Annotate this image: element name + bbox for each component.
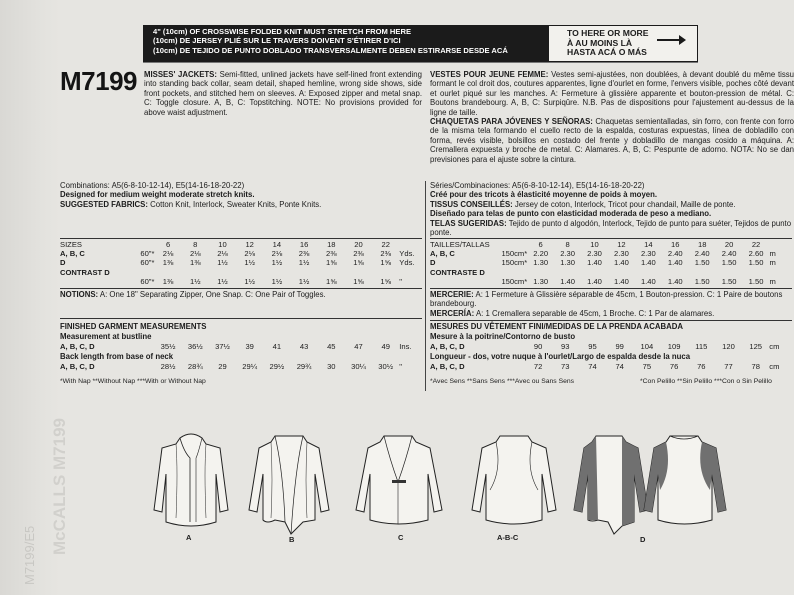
- fr-value: 2.20: [533, 249, 549, 259]
- english-title: MISSES' JACKETS:: [144, 70, 217, 79]
- en-size-12: 12: [245, 240, 254, 249]
- en-bust-value: 39: [245, 342, 254, 351]
- en-unit: Yds.: [399, 249, 415, 259]
- fr-bust-value: 125: [749, 342, 763, 351]
- en-back-value: 30: [327, 362, 336, 371]
- toggle-icon: [392, 480, 406, 483]
- fr-section-label: CONTRASTE D: [430, 267, 485, 277]
- en-value: 1½: [271, 258, 283, 268]
- en-value: 1½: [244, 258, 255, 268]
- fr-value: 1.50: [694, 258, 710, 268]
- en-bust-value: 35½: [160, 342, 176, 351]
- fr-value: 1.40: [614, 276, 629, 286]
- fr-back-value: 72: [533, 362, 543, 371]
- spanish-title: CHAQUETAS PARA JÓVENES Y SEÑORAS:: [430, 117, 593, 127]
- fr-row-label: [430, 277, 491, 286]
- fr-back-row-label: A, B, C, D: [430, 362, 465, 371]
- en-bust-value: 43: [299, 342, 309, 351]
- divider: [430, 288, 792, 289]
- en-value: 1½: [189, 276, 201, 286]
- es-telas-label: TELAS SUGERIDAS:: [430, 218, 507, 228]
- en-back-value: 29¼: [242, 362, 258, 371]
- en-unit: ": [399, 276, 402, 286]
- fr-value: 1.40: [587, 258, 602, 268]
- fr-bust-value: 90: [533, 342, 543, 351]
- fr-size-20: 20: [724, 240, 734, 249]
- fr-bust-value: 109: [667, 342, 681, 351]
- fr-bust-label: Mesure à la poitrine/Contorno de busto: [430, 332, 576, 341]
- en-size-18: 18: [327, 240, 336, 249]
- en-fabric-width: 60"*: [140, 276, 155, 286]
- en-size-6: 6: [165, 240, 171, 249]
- fr-size-10: 10: [590, 240, 599, 249]
- table-row: [430, 258, 792, 267]
- fr-value: 1.40: [587, 276, 602, 286]
- en-value: 1½: [298, 258, 310, 268]
- en-value: 1½: [217, 258, 228, 268]
- english-back-label: Back length from base of neck: [60, 352, 174, 361]
- stretch-line-1: 4" (10cm) OF CROSSWISE FOLDED KNIT MUST STRETCH FROM HERE: [153, 27, 412, 36]
- jacket-a-icon: [150, 430, 232, 530]
- en-value: 1½: [217, 276, 228, 286]
- table-row: [60, 277, 422, 286]
- en-value: 2⅛: [244, 249, 255, 259]
- es-telas: Tejido de punto d algodón, Interlock, Tejido de punto para suéter, Tejidos de punto ponte.: [430, 218, 792, 238]
- fr-size-18: 18: [697, 240, 707, 249]
- fr-value: 1.30: [533, 258, 549, 268]
- en-value: 1⅜: [189, 258, 201, 268]
- view-b-drawing: [245, 430, 333, 542]
- fr-back-value: 78: [751, 362, 760, 371]
- fr-value: 1.30: [533, 276, 549, 286]
- fr-back-value: 75: [642, 362, 652, 371]
- table-row: [430, 277, 792, 286]
- fr-value: 2.40: [694, 249, 710, 259]
- english-description: [144, 70, 422, 117]
- fr-row-label: A, B, C: [430, 249, 455, 259]
- table-row: [430, 362, 792, 371]
- fr-bust-value: 93: [561, 342, 570, 351]
- fr-value: 2.60: [748, 249, 764, 259]
- en-section-label: CONTRAST D: [60, 267, 110, 277]
- english-notions: [60, 290, 422, 299]
- en-bust-value: 41: [272, 342, 282, 351]
- english-bust-table: [60, 342, 422, 351]
- sizes-row: [60, 240, 422, 249]
- view-b-label: B: [289, 535, 295, 544]
- fr-fabric-width: 150cm*: [501, 276, 528, 286]
- en-bust-value: 36½: [187, 342, 203, 351]
- en-value: 1⅜: [162, 276, 174, 286]
- fr-mercerie: [430, 290, 792, 318]
- fr-value: 1.50: [721, 258, 737, 268]
- fr-unit: m: [769, 258, 776, 268]
- view-c-drawing: [350, 430, 448, 542]
- fr-es-footnotes: [430, 377, 794, 386]
- fr-row-label: D: [430, 258, 436, 268]
- french-spanish-description: [430, 70, 794, 164]
- english-fabrics-label: SUGGESTED FABRICS:: [60, 199, 148, 209]
- en-fabric-width: 60"*: [140, 249, 155, 259]
- en-row-label: D: [60, 258, 66, 268]
- fr-bust-value: 120: [722, 342, 735, 351]
- en-size-16: 16: [299, 240, 309, 249]
- right-arrow-icon: [657, 39, 683, 41]
- table-row: [60, 249, 422, 258]
- english-fabrics: Cotton Knit, Interlock, Sweater Knits, Ponte Knits.: [150, 199, 322, 209]
- french-title: VESTES POUR JEUNE FEMME:: [430, 70, 549, 79]
- en-value: 1½: [244, 276, 255, 286]
- en-value: 1⅝: [353, 258, 364, 268]
- english-footnote: *With Nap **Without Nap ***With or Without Nap: [60, 378, 206, 385]
- fr-size-12: 12: [617, 240, 626, 249]
- view-c-label: C: [398, 533, 404, 542]
- stretch-target-line-2: À AU MOINS LÀ: [567, 37, 633, 48]
- view-a-drawing: [150, 430, 232, 542]
- en-size-10: 10: [218, 240, 227, 249]
- en-back-value: 29½: [269, 362, 285, 371]
- english-combinations: Combinations: A5(6-8-10-12-14), E5(14-16-18-20-22): [60, 181, 245, 190]
- en-back-value: 29: [218, 362, 227, 371]
- divider: [60, 318, 422, 319]
- table-row: [430, 342, 792, 351]
- french-spanish-specs: [430, 181, 792, 237]
- es-merceria-text: A: 1 Cremallera separable de 45cm, 1 Broche. C: 1 Par de alamares.: [475, 308, 715, 318]
- fr-sizes-label: TAILLES/TALLAS: [430, 240, 490, 249]
- en-size-20: 20: [354, 240, 363, 249]
- fr-value: 1.40: [640, 276, 656, 286]
- fr-value: 2.30: [587, 249, 602, 259]
- en-back-unit: ": [399, 362, 402, 371]
- fr-combinations: Séries/Combinaciones: A5(6-8-10-12-14), E5(14-16-18-20-22): [430, 181, 645, 190]
- en-value: 2⅜: [298, 249, 310, 259]
- en-value: 1⅝: [326, 276, 337, 286]
- stretch-gauge: [143, 25, 548, 62]
- en-size-22: 22: [381, 240, 390, 249]
- en-bust-value: 49: [381, 342, 390, 351]
- fr-value: 1.40: [640, 258, 656, 268]
- english-notions-text: A: One 18" Separating Zipper, One Snap. C: One Pair of Toggles.: [99, 290, 326, 299]
- fr-value: 1.40: [614, 258, 629, 268]
- fr-bust-value: 99: [615, 342, 624, 351]
- table-row: [430, 249, 792, 258]
- fr-value: 1.40: [667, 258, 683, 268]
- en-value: 2⅜: [353, 249, 364, 259]
- en-sizes-label: SIZES: [60, 240, 82, 249]
- sizes-row: [430, 240, 792, 249]
- en-row-label: [60, 277, 118, 286]
- metric-bust-table: [430, 342, 792, 351]
- en-back-value: 28¾: [187, 362, 203, 371]
- jacket-c-icon: [350, 430, 448, 530]
- en-fabric-width: 60"*: [140, 258, 155, 268]
- divider: [430, 320, 792, 321]
- fr-bust-value: 95: [588, 342, 597, 351]
- english-specs: [60, 181, 420, 209]
- gauge-rule: [143, 62, 698, 67]
- fr-value: 2.30: [640, 249, 656, 259]
- fr-value: 1.40: [667, 276, 683, 286]
- fr-value: 1.50: [694, 276, 710, 286]
- fr-value: 1.30: [560, 258, 575, 268]
- fr-value: 2.40: [721, 249, 737, 259]
- view-abc-back-drawing: [470, 430, 558, 542]
- fr-tissus-label: TISSUS CONSEILLÉS:: [430, 199, 513, 209]
- fr-back-value: 74: [588, 362, 597, 371]
- fr-unit: m: [769, 276, 776, 286]
- column-divider: [425, 181, 426, 391]
- en-bust-value: 37½: [215, 342, 230, 351]
- en-value: 2⅛: [217, 249, 228, 259]
- french-description-text: Vestes semi-ajustées, non doublées, à devant doublé du même tissu formant le col droit dos, coutures apparentes, ligne d'ourlet en forme, l'envers visible, poches côté devant et ourlet piqué sur les manches. A: Fermeture à glissière apparente et bouton-pression de métal. C: Boutons brandebourg. A, B, C: Surpiqûre. N.B. Pas de dispositions pour l'ajustement au-dessus de la ligne de taille.: [430, 70, 794, 117]
- fr-bust-fabric-width: [488, 342, 525, 351]
- spanish-description-text: Chaquetas semientalladas, sin forro, con frente con forro de la misma tela formando el cuello recto de la espalda, costuras expuestas, línea de dobladillo con forma, revés visible, bolsillos en costado del frente y dobladillo de mangas cosido a máquina. A: Cremallera expuesta y broche de metal. C: Alamares. A, B, C: Pespunte de adorno. NOTA: No se dan previsiones para el ajuste sobre la cintura.: [430, 117, 794, 164]
- fr-unit: m: [769, 249, 776, 259]
- divider: [60, 238, 422, 239]
- pattern-number: M7199: [60, 66, 137, 96]
- divider: [430, 238, 792, 239]
- fr-footnote: *Avec Sens **Sans Sens ***Avec ou Sans Sens: [430, 378, 575, 385]
- fr-tissus: Jersey de coton, Interlock, Tricot pour chandail, Maille de ponte.: [514, 199, 736, 209]
- divider: [60, 288, 422, 289]
- fr-value: 2.40: [667, 249, 683, 259]
- fr-mercerie-text: A: 1 Fermeture à Glissière séparable de 45cm, 1 Bouton-pression. C: 1 Paire de boutons brandebourg.: [430, 290, 783, 309]
- english-back-table: [60, 362, 422, 371]
- en-value: 1⅜: [162, 258, 174, 268]
- en-row-label: A, B, C: [60, 249, 85, 259]
- fr-blank: [770, 240, 793, 249]
- fr-value: 2.30: [614, 249, 629, 259]
- table-row: [60, 342, 422, 351]
- stretch-line-3: (10cm) DE TEJIDO DE PUNTO DOBLADO TRANSVERSALMENTE DEBEN ESTIRARSE DESDE ACÁ: [153, 45, 508, 55]
- es-merceria-label: MERCERÍA:: [430, 308, 475, 318]
- en-unit: Yds.: [399, 258, 415, 268]
- en-back-value: 29¾: [296, 362, 312, 371]
- table-row: [60, 258, 422, 267]
- view-d-drawing: [574, 430, 734, 542]
- table-row: [430, 268, 792, 277]
- en-size-8: 8: [193, 240, 198, 249]
- fr-size-16: 16: [671, 240, 680, 249]
- en-value: 2⅛: [189, 249, 201, 259]
- english-description-text: Semi-fitted, unlined jackets have self-lined front extending into standing back collar, seam detail, shaped hemline, wrong side shows, side front pockets, and stitched hem on sleeves. A: Exposed zipper and metal snap. C: Toggle closure. A, B, C: Topstitching. NOTE: No provisions provided for above waist adjustment.: [144, 70, 422, 117]
- en-value: 1½: [271, 276, 283, 286]
- en-bust-value: 47: [354, 342, 363, 351]
- en-back-value: 30¼: [351, 362, 366, 371]
- table-row: [60, 268, 422, 277]
- en-value: 1⅝: [380, 276, 391, 286]
- en-bust-row-label: A, B, C, D: [60, 342, 95, 351]
- en-value: 1⅝: [353, 276, 364, 286]
- en-value: 2⅜: [326, 249, 337, 259]
- en-bust-unit: Ins.: [399, 342, 412, 351]
- fr-back-value: 76: [697, 362, 706, 371]
- en-back-fabric-width: [118, 362, 155, 371]
- stretch-target-line-3: HASTA ACÁ O MÁS: [567, 47, 647, 58]
- ghost-text-2: McCALLS M7199: [50, 418, 69, 555]
- stretch-target-line-1: TO HERE OR MORE: [567, 28, 649, 38]
- en-bust-value: 45: [327, 342, 336, 351]
- fr-bust-unit: cm: [769, 342, 780, 351]
- ghost-text-1: M7199/E5: [22, 525, 37, 585]
- en-blank: [399, 240, 422, 249]
- fr-value: 2.30: [560, 249, 575, 259]
- fr-bust-value: 115: [695, 342, 708, 351]
- en-value: 2⅛: [162, 249, 174, 259]
- en-value: 2⅛: [271, 249, 283, 259]
- es-disenado: Diseñado para telas de punto con elasticidad moderada de peso a mediano.: [430, 209, 712, 219]
- view-abc-label: A-B-C: [497, 533, 519, 542]
- fr-bust-row-label: A, B, C, D: [430, 342, 465, 351]
- table-row: [60, 362, 422, 371]
- fr-value: 1.50: [748, 258, 764, 268]
- fr-back-unit: cm: [769, 362, 780, 371]
- fr-fabric-width: 150cm*: [501, 249, 528, 259]
- stretch-target-box: [548, 25, 698, 62]
- fr-back-value: 74: [615, 362, 624, 371]
- fr-back-value: 77: [724, 362, 733, 371]
- stretch-line-2: (10cm) DE JERSEY PLIÉ SUR LE TRAVERS DOIVENT S'ÉTIRER D'ICI: [153, 36, 401, 46]
- fr-size-6: 6: [538, 240, 543, 249]
- jacket-b-icon: [245, 430, 333, 535]
- jacket-d-icon: [574, 430, 734, 530]
- view-a-label: A: [186, 533, 192, 542]
- view-d-label: D: [640, 535, 646, 544]
- jacket-back-icon: [470, 430, 558, 530]
- fr-back-value: 76: [669, 362, 679, 371]
- fr-back-fabric-width: [488, 362, 525, 371]
- en-value: 1⅝: [380, 258, 391, 268]
- en-value: 2⅜: [380, 249, 391, 259]
- metric-yardage-table: [430, 240, 792, 286]
- fr-bust-value: 104: [640, 342, 654, 351]
- fr-size-14: 14: [644, 240, 653, 249]
- en-back-value: 28½: [160, 362, 176, 371]
- fr-value: 1.40: [560, 276, 575, 286]
- en-back-row-label: A, B, C, D: [60, 362, 95, 371]
- fr-mercerie-label: MERCERIE:: [430, 290, 474, 299]
- english-designed-for: Designed for medium weight moderate stretch knits.: [60, 190, 255, 200]
- fr-size-22: 22: [751, 240, 761, 249]
- en-value: 1½: [298, 276, 310, 286]
- english-yardage-table: [60, 240, 422, 286]
- en-size-14: 14: [272, 240, 282, 249]
- fr-blank: [491, 240, 528, 249]
- fr-back-value: 73: [561, 362, 570, 371]
- fr-value: 1.50: [721, 276, 737, 286]
- metric-back-table: [430, 362, 792, 371]
- en-value: 1⅝: [326, 258, 337, 268]
- english-finished-title: FINISHED GARMENT MEASUREMENTS: [60, 322, 207, 331]
- fr-fabric-width: 150cm*: [501, 258, 528, 268]
- es-footnote: *Con Pelillo **Sin Pelillo ***Con o Sin Pelillo: [640, 378, 772, 385]
- fr-value: 1.50: [748, 276, 764, 286]
- english-bust-label: Measurement at bustline: [60, 332, 152, 341]
- fr-size-8: 8: [565, 240, 570, 249]
- fr-back-label: Longueur - dos, votre nuque à l'ourlet/Largo de espalda desde la nuca: [430, 352, 691, 361]
- english-notions-label: NOTIONS:: [60, 290, 99, 299]
- en-back-value: 30½: [378, 362, 394, 371]
- fr-cree: Créé pour des tricots à élasticité moyenne de poids à moyen.: [430, 190, 658, 200]
- fr-finished-title: MESURES DU VÊTEMENT FINI/MEDIDAS DE LA PRENDA ACABADA: [430, 322, 683, 331]
- en-bust-fabric-width: [118, 342, 155, 351]
- en-blank: [118, 240, 155, 249]
